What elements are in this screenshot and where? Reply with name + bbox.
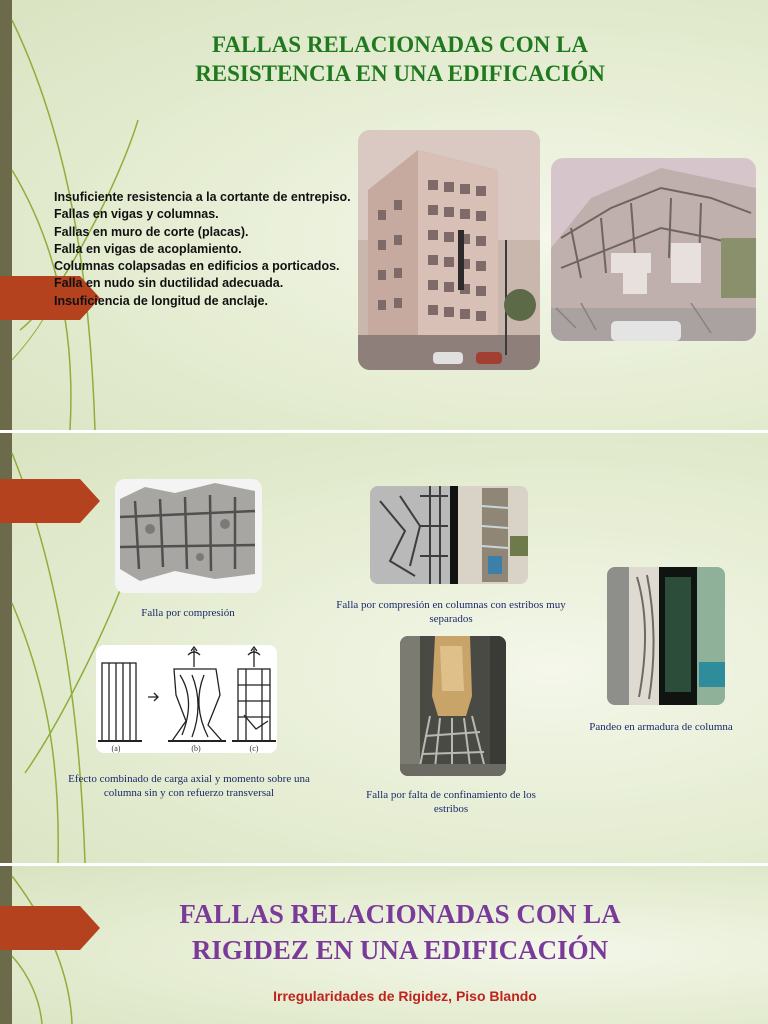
slide-1 xyxy=(0,0,768,430)
caption-compresion: Falla por compresión xyxy=(141,607,235,619)
page-title: FALLAS RELACIONADAS CON LA RESISTENCIA EN UNA EDIFICACIÓN xyxy=(195,32,605,86)
arrow-marker xyxy=(0,479,100,523)
list-item: Columnas colapsadas en edificios a porticados. xyxy=(54,259,340,274)
list-item: Insuficiente resistencia a la cortante de entrepiso. xyxy=(54,190,351,204)
section-subtitle: Irregularidades de Rigidez, Piso Blando xyxy=(273,988,537,1004)
column-stirrups-photo xyxy=(370,486,528,584)
collapsed-building-photo xyxy=(551,158,756,341)
compression-specimen-photo xyxy=(115,479,262,593)
buckling-column-photo xyxy=(607,567,725,705)
confinement-failure-photo xyxy=(400,636,506,776)
caption-pandeo: Pandeo en armadura de columna xyxy=(589,721,733,733)
building-photo xyxy=(358,130,540,370)
list-item: Fallas en vigas y columnas. xyxy=(54,207,219,222)
list-item: Insuficiencia de longitud de anclaje. xyxy=(54,293,268,308)
slide-3 xyxy=(0,866,768,1024)
list-item: Falla en vigas de acoplamiento. xyxy=(54,241,242,256)
arrow-marker xyxy=(0,906,100,950)
combined-effect-diagram xyxy=(96,645,277,753)
diagram-label-a: (a) xyxy=(111,744,121,753)
caption-efecto-combinado: Efecto combinado de carga axial y momento sobre una columna sin y con refuerzo transversal xyxy=(68,773,310,799)
diagram-label-b: (b) xyxy=(191,744,201,753)
list-item: Fallas en muro de corte (placas). xyxy=(54,224,249,239)
caption-estribos-separados: Falla por compresión en columnas con estribos muy separados xyxy=(336,599,566,625)
section-title: FALLAS RELACIONADAS CON LA RIGIDEZ EN UNA EDIFICACIÓN xyxy=(179,899,621,965)
slide-2 xyxy=(0,433,768,863)
list-item: Falla en nudo sin ductilidad adecuada. xyxy=(54,276,284,291)
caption-confinamiento: Falla por falta de confinamiento de los estribos xyxy=(366,789,536,815)
diagram-label-c: (c) xyxy=(249,744,259,753)
failure-list xyxy=(54,189,364,310)
